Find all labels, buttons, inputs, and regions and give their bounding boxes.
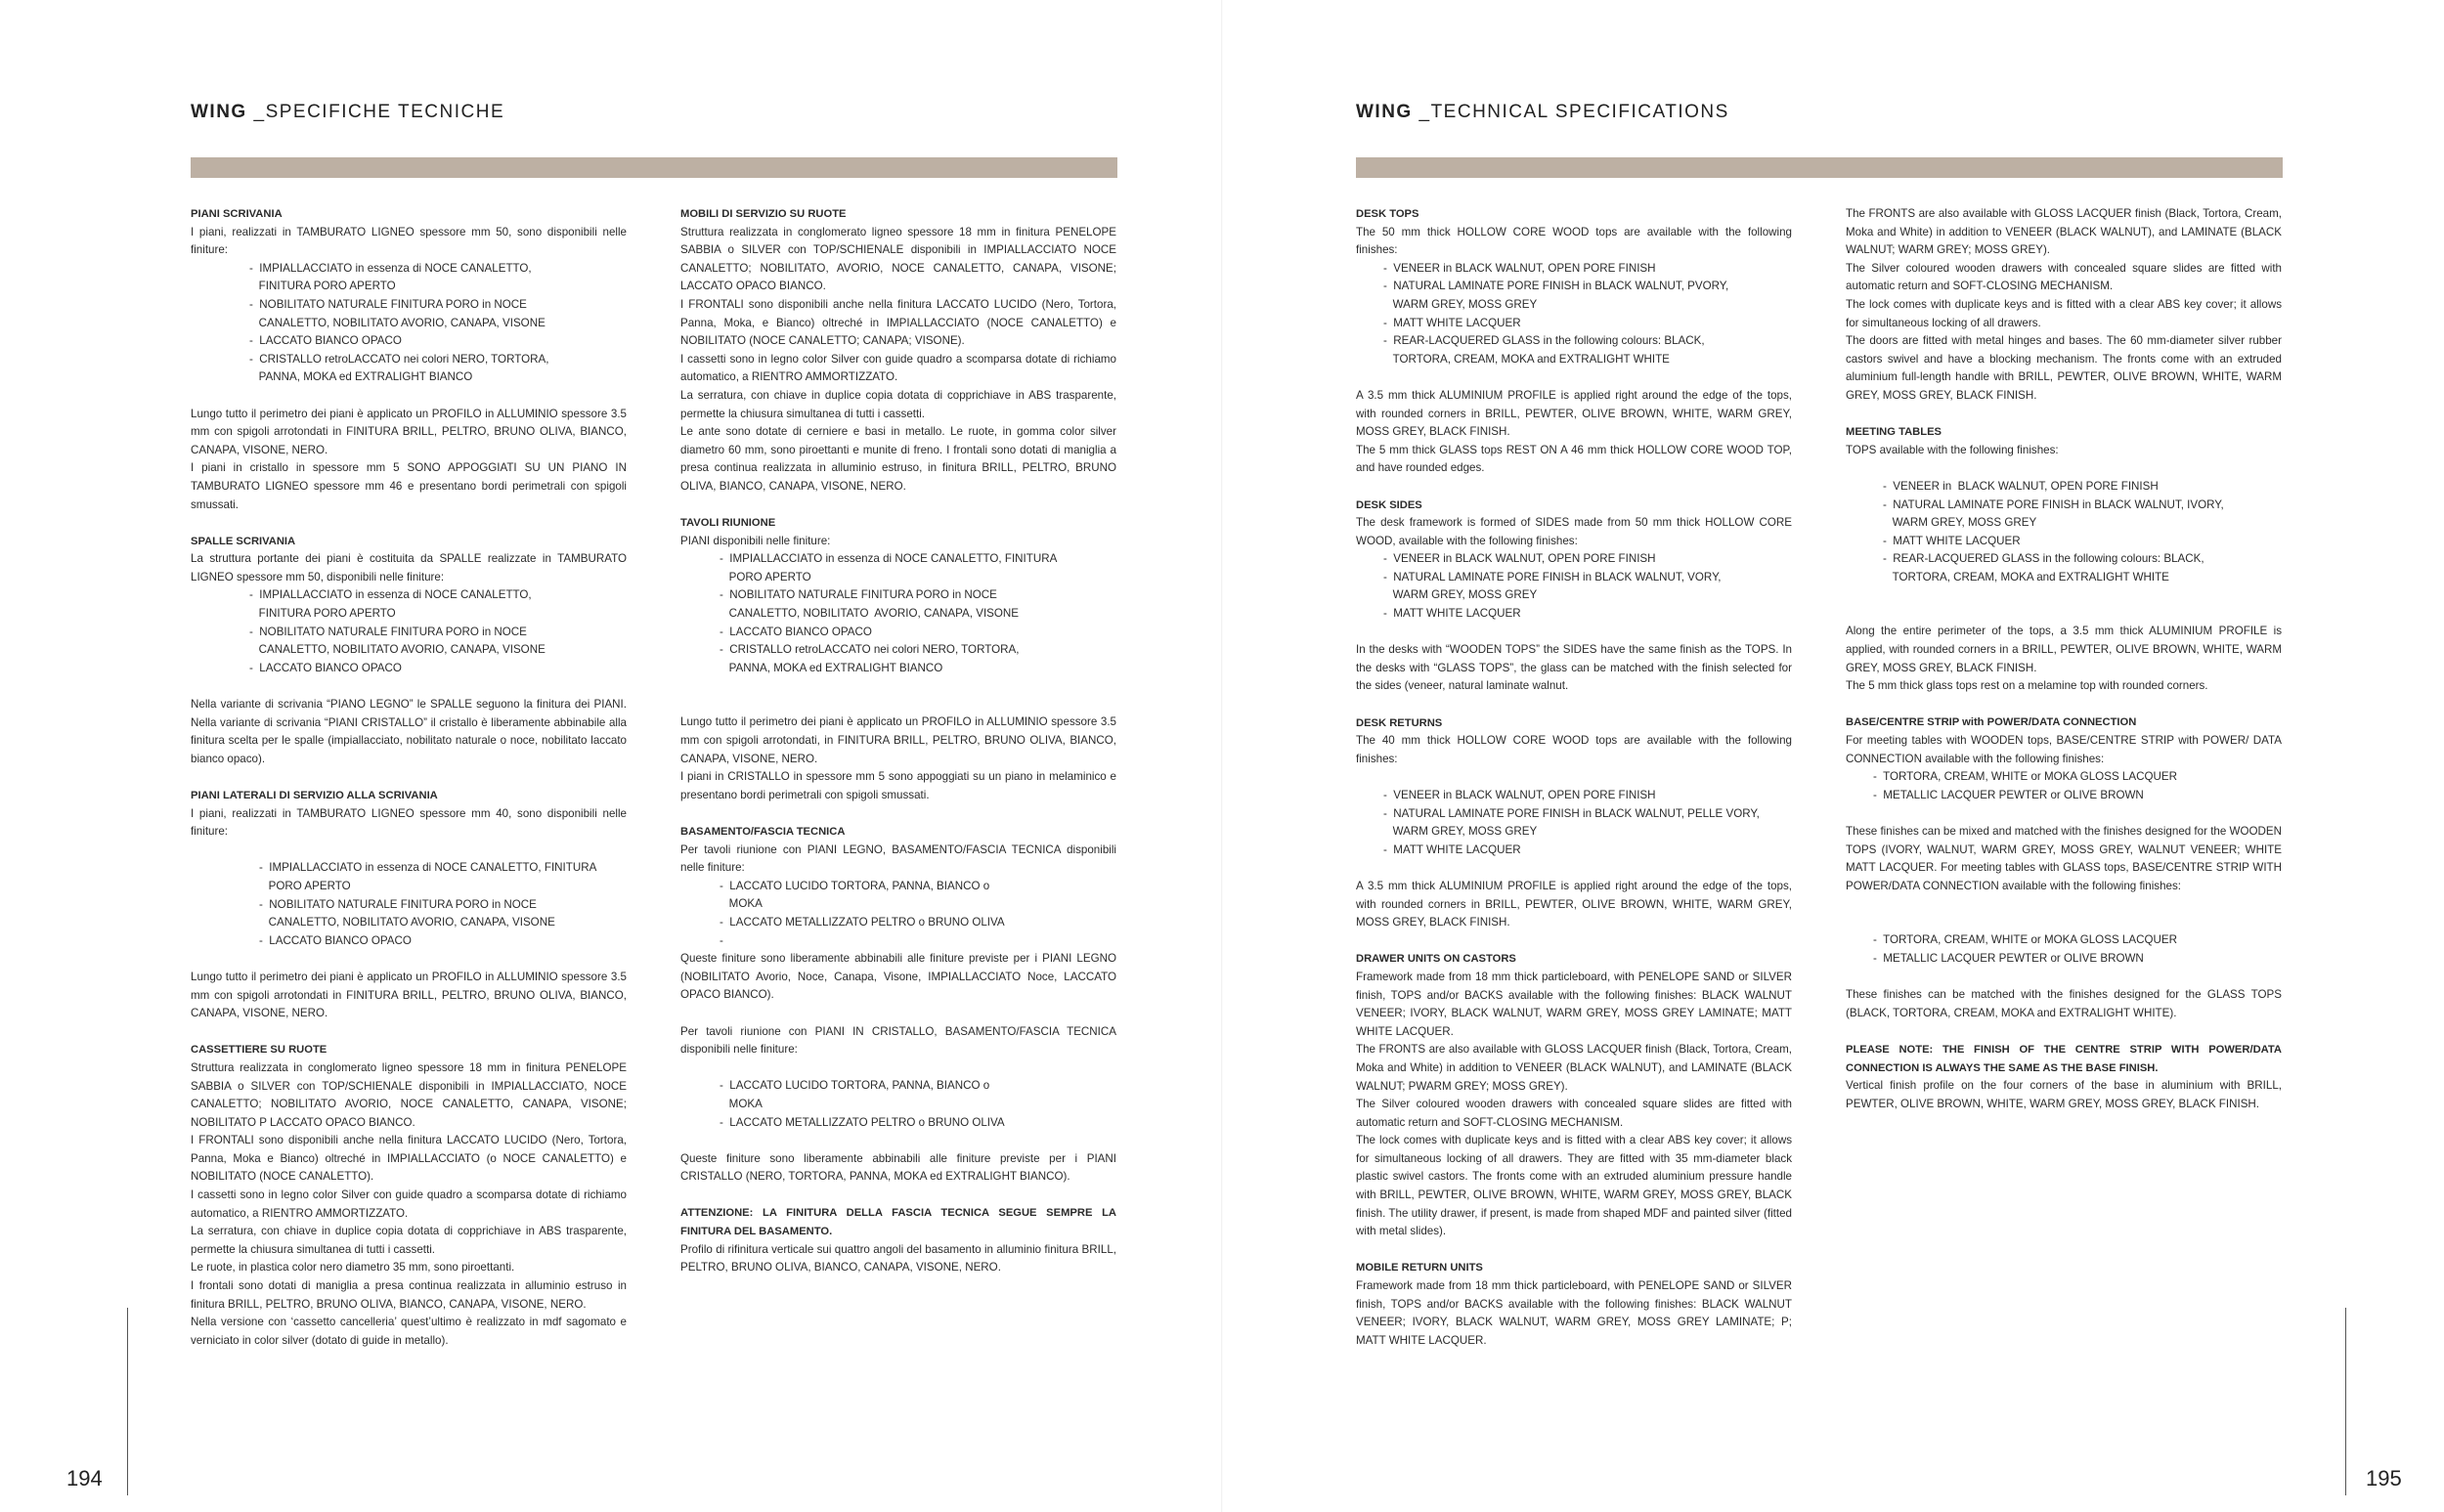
body-paragraph: The desk framework is formed of SIDES made from 50 mm thick HOLLOW CORE WOOD, available with the following finishes: <box>1356 516 1792 547</box>
list-item: - NATURAL LAMINATE PORE FINISH in BLACK WALNUT, PELLE VORY, <box>1383 806 1760 820</box>
section-heading: MOBILE RETURN UNITS <box>1356 1262 1483 1274</box>
body-paragraph: The FRONTS are also available with GLOSS LACQUER finish (Black, Tortora, Cream, Moka and White) in addition to VENEER (BLACK WALNUT), and LAMINATE (BLACK WALNUT; WARM GREY; MOSS GREY). <box>1846 207 2282 257</box>
right-header-band <box>1356 157 2283 178</box>
body-paragraph: I FRONTALI sono disponibili anche nella finitura LACCATO LUCIDO (Nero, Tortora, Panna, Moka e Bianco) oltreché in IMPIALLACCIATO (o NOCE CANALETTO) e NOBILITATO (NOCE CANALETTO). <box>191 1134 627 1184</box>
right-title-brand: WING <box>1356 102 1413 122</box>
list-item: - TORTORA, CREAM, WHITE or MOKA GLOSS LACQUER <box>1873 770 2177 784</box>
body-paragraph: La serratura, con chiave in duplice copia dotata di copprichiave in ABS trasparente, permette la chiusura simultanea di tutti i cassetti. <box>680 388 1116 420</box>
list-item: - CRISTALLO retroLACCATO nei colori NERO, TORTORA, <box>249 352 549 366</box>
body-paragraph: I piani, realizzati in TAMBURATO LIGNEO spessore mm 40, sono disponibili nelle finiture: <box>191 806 627 839</box>
body-paragraph: I FRONTALI sono disponibili anche nella finitura LACCATO LUCIDO (Nero, Tortora, Panna, Moka, e Bianco) oltreché in IMPIALLACCIATO (NOCE CANALETTO) e NOBILITATO (NOCE CANALETTO; CANAPA; VISONE). <box>680 297 1116 348</box>
list-item: FINITURA PORO APERTO <box>249 607 396 621</box>
left-title-brand: WING <box>191 102 247 122</box>
body-paragraph: I piani in CRISTALLO in spessore mm 5 sono appoggiati su un piano in melaminico e presentano bordi perimetrali con spigoli smussati. <box>680 770 1116 801</box>
section-heading: DESK SIDES <box>1356 498 1422 511</box>
list-item: - LACCATO LUCIDO TORTORA, PANNA, BIANCO o <box>720 879 990 892</box>
body-paragraph: These finishes can be mixed and matched with the finishes designed for the WOODEN TOPS (IVORY, WALNUT, WARM GREY, MOSS GREY, WALNUT VENEER; WHITE MATT LACQUER. For meeting tables with GLASS tops, BASE/CENTRE STRIP WITH POWER/DATA CONNECTION available with the following finishes: <box>1846 825 2282 892</box>
list-item: PANNA, MOKA ed EXTRALIGHT BIANCO <box>249 370 473 384</box>
list-item: WARM GREY, MOSS GREY <box>1383 297 1538 311</box>
body-paragraph: A 3.5 mm thick ALUMINIUM PROFILE is applied right around the edge of the tops, with rounded corners in BRILL, PEWTER, OLIVE BROWN, WHITE, WARM GREY, MOSS GREY, BLACK FINISH. <box>1356 879 1792 929</box>
right-page-title <box>1356 102 1729 123</box>
section-heading: DESK TOPS <box>1356 208 1419 220</box>
section-heading: BASAMENTO/FASCIA TECNICA <box>680 826 846 838</box>
spacer <box>191 1023 627 1042</box>
spacer <box>1356 368 1792 387</box>
list-item: CANALETTO, NOBILITATO AVORIO, CANAPA, VISONE <box>259 916 555 929</box>
list-item: CANALETTO, NOBILITATO AVORIO, CANAPA, VISONE <box>720 607 1020 621</box>
spacer <box>1846 586 2282 623</box>
body-paragraph: Per tavoli riunione con PIANI IN CRISTALLO, BASAMENTO/FASCIA TECNICA disponibili nelle finiture: <box>680 1024 1116 1057</box>
body-paragraph: I piani, realizzati in TAMBURATO LIGNEO spessore mm 50, sono disponibili nelle finiture: <box>191 225 627 257</box>
section-heading: PIANI LATERALI DI SERVIZIO ALLA SCRIVANIA <box>191 790 438 801</box>
left-column-1 <box>191 205 627 1350</box>
list-item: WARM GREY, MOSS GREY <box>1383 588 1538 602</box>
list-item: - NATURAL LAMINATE PORE FINISH in BLACK WALNUT, IVORY, <box>1883 497 2224 511</box>
body-paragraph: I cassetti sono in legno color Silver con guide quadro a scomparsa dotate di richiamo automatico, a RIENTRO AMMORTIZZATO. <box>680 352 1116 384</box>
body-paragraph: The 5 mm thick GLASS tops REST ON A 46 mm thick HOLLOW CORE WOOD TOP, and have rounded edges. <box>1356 443 1792 475</box>
right-column-2 <box>1846 205 2282 1113</box>
body-paragraph: Lungo tutto il perimetro dei piani è applicato un PROFILO in ALLUMINIO spessore 3.5 mm con spigoli arrotondati, in FINITURA BRILL, PELTRO, BRUNO OLIVA, BIANCO, CANAPA, VISONE, NERO. <box>680 715 1116 765</box>
spacer <box>1846 969 2282 987</box>
body-paragraph: The Silver coloured wooden drawers with concealed square slides are fitted with automatic return and SOFT-CLOSING MECHANISM. <box>1356 1098 1792 1129</box>
body-paragraph: The lock comes with duplicate keys and is fitted with a clear ABS key cover; it allows for simultaneous locking of all drawers. They are fitted with 35 mm-diameter black plastic swivel castors. The fronts come with an extruded aluminium pressure handle with BRILL, PEWTER, OLIVE BROWN, WHITE, WARM GREY, MOSS GREY, BLACK finish. The utility drawer, if present, is made from shaped MDF and painted silver (fitted with metal slides). <box>1356 1134 1792 1238</box>
body-paragraph: Lungo tutto il perimetro dei piani è applicato un PROFILO in ALLUMINIO spessore 3.5 mm con spigoli arrotondati in FINITURA BRILL, PELTRO, BRUNO OLIVA, BIANCO, CANAPA, VISONE, NERO. <box>191 970 627 1020</box>
body-paragraph: Le ante sono dotate di cerniere e basi in metallo. Le ruote, in gomma color silver diametro 60 mm, sono piroettanti e munite di freno. I frontali sono dotati di maniglia a presa continua realizzata in alluminio estruso, in finitura BRILL, PELTRO, BRUNO OLIVA, BIANCO, CANAPA, VISONE, NERO. <box>680 425 1116 493</box>
spacer <box>680 1132 1116 1150</box>
list-item: PORO APERTO <box>259 879 351 892</box>
spacer <box>1846 696 2282 714</box>
list-item: CANALETTO, NOBILITATO AVORIO, CANAPA, VISONE <box>249 316 546 329</box>
list-item: PORO APERTO <box>720 570 811 583</box>
section-heading: SPALLE SCRIVANIA <box>191 535 296 547</box>
spacer <box>1356 624 1792 642</box>
list-item: - LACCATO BIANCO OPACO <box>249 334 402 348</box>
body-paragraph: For meeting tables with WOODEN tops, BASE/CENTRE STRIP with POWER/ DATA CONNECTION available with the following finishes: <box>1846 734 2282 765</box>
spacer <box>1356 859 1792 878</box>
list-item: - REAR-LACQUERED GLASS in the following colours: BLACK, <box>1383 334 1705 348</box>
list-item: - MATT WHITE LACQUER <box>1383 316 1521 329</box>
body-paragraph: I cassetti sono in legno color Silver con guide quadro a scomparsa dotate di richiamo automatico, a RIENTRO AMMORTIZZATO. <box>191 1188 627 1220</box>
spacer <box>680 804 1116 823</box>
list-item: - LACCATO METALLIZZATO PELTRO o BRUNO OLIVA <box>720 1115 1005 1129</box>
body-paragraph: The FRONTS are also available with GLOSS LACQUER finish (Black, Tortora, Cream, Moka and White) in addition to VENEER (BLACK WALNUT), and LAMINATE (BLACK WALNUT; PWARM GREY; MOSS GREY). <box>1356 1043 1792 1093</box>
body-paragraph: Nella variante di scrivania “PIANO LEGNO” le SPALLE seguono la finitura dei PIANI. Nella variante di scrivania “PIANI CRISTALLO” il cristallo è liberamente abbinabile alla finitura scelta per le spalle (impiallacciato, nobilitato naturale o noce, nobilitato laccato bianco opaco). <box>191 698 627 765</box>
right-title-rest: _TECHNICAL SPECIFICATIONS <box>1412 102 1729 122</box>
spacer <box>191 514 627 533</box>
list-item: FINITURA PORO APERTO <box>249 280 396 293</box>
list-item: - NOBILITATO NATURALE FINITURA PORO in NOCE <box>249 625 527 638</box>
list-item: - VENEER in BLACK WALNUT, OPEN PORE FINISH <box>1383 789 1656 801</box>
spacer <box>1846 459 2282 478</box>
body-paragraph: The 50 mm thick HOLLOW CORE WOOD tops are available with the following finishes: <box>1356 225 1792 257</box>
spacer <box>191 842 627 860</box>
list-item: - TORTORA, CREAM, WHITE or MOKA GLOSS LACQUER <box>1873 933 2177 947</box>
list-item: - LACCATO BIANCO OPACO <box>249 661 402 674</box>
spacer <box>1846 895 2282 931</box>
body-paragraph: Nella versione con ‘cassetto cancelleria’ quest’ultimo è realizzato in mdf sagomato e verniciato in color silver (dotato di guide in metallo). <box>191 1316 627 1347</box>
list-item: - NOBILITATO NATURALE FINITURA PORO in NOCE <box>720 588 997 602</box>
list-item: - VENEER in BLACK WALNUT, OPEN PORE FINISH <box>1383 261 1656 275</box>
section-heading: PLEASE NOTE: THE FINISH OF THE CENTRE STRIP WITH POWER/DATA CONNECTION IS ALWAYS THE SAME AS THE BASE FINISH. <box>1846 1043 2282 1074</box>
spacer <box>680 497 1116 515</box>
list-item: - LACCATO BIANCO OPACO <box>259 933 412 947</box>
list-item: - LACCATO METALLIZZATO PELTRO o BRUNO OLIVA <box>720 915 1005 929</box>
list-item: - NOBILITATO NATURALE FINITURA PORO in NOCE <box>259 897 537 911</box>
list-item: - IMPIALLACCIATO in essenza di NOCE CANALETTO, FINITURA <box>259 861 597 875</box>
body-paragraph: La serratura, con chiave in duplice copia dotata di copprichiave in ABS trasparente, permette la chiusura simultanea di tutti i cassetti. <box>191 1225 627 1256</box>
spacer <box>1846 1022 2282 1041</box>
body-paragraph: Framework made from 18 mm thick particleboard, with PENELOPE SAND or SILVER finish, TOPS and/or BACKS available with the following finishes: BLACK WALNUT VENEER; IVORY, BLACK WALNUT, WARM GREY, MOSS GREY LAMINATE; MATT WHITE LACQUER. <box>1356 970 1792 1038</box>
section-heading: PIANI SCRIVANIA <box>191 208 283 220</box>
body-paragraph: I frontali sono dotati di maniglia a presa continua realizzata in alluminio estruso in finitura BRILL, PELTRO, BRUNO OLIVA, BIANCO, CANAPA, VISONE, NERO. <box>191 1279 627 1311</box>
section-heading: ATTENZIONE: LA FINITURA DELLA FASCIA TECNICA SEGUE SEMPRE LA FINITURA DEL BASAMENTO. <box>680 1207 1116 1238</box>
left-header-band <box>191 157 1117 178</box>
list-item: - CRISTALLO retroLACCATO nei colori NERO, TORTORA, <box>720 643 1020 657</box>
body-paragraph: Struttura realizzata in conglomerato ligneo spessore 18 mm in finitura PENELOPE SABBIA o SILVER con TOP/SCHIENALE disponibili in IMPIALLACCIATO, NOCE CANALETTO; NOBILITATO AVORIO, NOCE CANALETTO, CANAPA, VISONE; NOBILITATO P LACCATO OPACO BIANCO. <box>191 1060 627 1129</box>
list-item: - IMPIALLACCIATO in essenza di NOCE CANALETTO, <box>249 261 532 275</box>
list-item: - NATURAL LAMINATE PORE FINISH in BLACK WALNUT, VORY, <box>1383 570 1722 583</box>
body-paragraph: The doors are fitted with metal hinges and bases. The 60 mm-diameter silver rubber castors swivel and have a blocking mechanism. The fronts come with an extruded aluminium full-length handle with BRILL, PEWTER, OLIVE BROWN, WHITE, WARM GREY, MOSS GREY, BLACK FINISH. <box>1846 334 2282 402</box>
body-paragraph: A 3.5 mm thick ALUMINIUM PROFILE is applied right around the edge of the tops, with rounded corners in BRILL, PEWTER, OLIVE BROWN, WHITE, WARM GREY, MOSS GREY, BLACK FINISH. <box>1356 388 1792 439</box>
spacer <box>191 677 627 696</box>
body-paragraph: Queste finiture sono liberamente abbinabili alle finiture previste per i PIANI LEGNO (NOBILITATO Avorio, Noce, Canapa, Visone, IMPIALLACCIATO Noce, LACCATO OPACO BIANCO). <box>680 952 1116 1002</box>
right-column-1 <box>1356 205 1792 1350</box>
list-item: - LACCATO LUCIDO TORTORA, PANNA, BIANCO o <box>720 1079 990 1093</box>
section-heading: DESK RETURNS <box>1356 716 1443 729</box>
list-item: - REAR-LACQUERED GLASS in the following colours: BLACK, <box>1883 552 2204 566</box>
list-item: CANALETTO, NOBILITATO AVORIO, CANAPA, VISONE <box>249 643 546 657</box>
left-title-rest: _SPECIFICHE TECNICHE <box>246 102 505 122</box>
spacer <box>191 768 627 787</box>
spacer <box>1356 768 1792 787</box>
spacer <box>680 1005 1116 1023</box>
list-item: MOKA <box>720 1097 763 1110</box>
section-heading: DRAWER UNITS ON CASTORS <box>1356 953 1516 966</box>
body-paragraph: Vertical finish profile on the four corners of the base in aluminium with BRILL, PEWTER, OLIVE BROWN, WHITE, WARM GREY, MOSS GREY, BLACK FINISH. <box>1846 1079 2282 1110</box>
body-paragraph: The Silver coloured wooden drawers with concealed square slides are fitted with automatic return and SOFT-CLOSING MECHANISM. <box>1846 261 2282 293</box>
list-item: - VENEER in BLACK WALNUT, OPEN PORE FINISH <box>1383 552 1656 566</box>
spacer <box>1846 406 2282 424</box>
body-paragraph: The 5 mm thick glass tops rest on a melamine top with rounded corners. <box>1846 679 2208 693</box>
spacer <box>191 387 627 406</box>
spacer <box>680 1059 1116 1078</box>
section-heading: CASSETTIERE SU RUOTE <box>191 1044 327 1057</box>
spacer <box>680 677 1116 713</box>
page-gutter <box>1221 0 1223 1512</box>
body-paragraph: Lungo tutto il perimetro dei piani è applicato un PROFILO in ALLUMINIO spessore 3.5 mm con spigoli arrotondati in FINITURA BRILL, PELTRO, BRUNO OLIVA, BIANCO, CANAPA, VISONE, NERO. <box>191 407 627 456</box>
body-paragraph: These finishes can be matched with the finishes designed for the GLASS TOPS (BLACK, TORTORA, CREAM, MOKA and EXTRALIGHT WHITE). <box>1846 988 2282 1019</box>
list-item: - NOBILITATO NATURALE FINITURA PORO in NOCE <box>249 297 527 311</box>
section-heading: MEETING TABLES <box>1846 426 1942 439</box>
left-column-2 <box>680 205 1116 1277</box>
body-paragraph: TOPS available with the following finishes: <box>1846 443 2059 456</box>
spacer <box>1356 478 1792 497</box>
right-page-rule <box>2345 1308 2346 1495</box>
list-item: - IMPIALLACCIATO in essenza di NOCE CANALETTO, FINITURA <box>720 552 1058 566</box>
body-paragraph: Framework made from 18 mm thick particleboard, with PENELOPE SAND or SILVER finish, TOPS and/or BACKS available with the following finishes: BLACK WALNUT VENEER; IVORY, BLACK WALNUT, WARM GREY, MOSS GREY LAMINATE; P; MATT WHITE LACQUER. <box>1356 1279 1792 1347</box>
section-heading: BASE/CENTRE STRIP with POWER/DATA CONNECTION <box>1846 716 2137 729</box>
list-item: - MATT WHITE LACQUER <box>1383 607 1521 621</box>
list-item: - METALLIC LACQUER PEWTER or OLIVE BROWN <box>1873 951 2144 965</box>
list-item: - VENEER in BLACK WALNUT, OPEN PORE FINISH <box>1883 479 2159 493</box>
spacer <box>680 1187 1116 1205</box>
left-page-number: 194 <box>66 1466 103 1490</box>
list-item: TORTORA, CREAM, MOKA and EXTRALIGHT WHITE <box>1883 570 2169 583</box>
list-item: WARM GREY, MOSS GREY <box>1383 825 1538 839</box>
left-page-rule <box>127 1308 128 1495</box>
list-item: WARM GREY, MOSS GREY <box>1883 516 2037 530</box>
spacer <box>1356 696 1792 714</box>
body-paragraph: In the desks with “WOODEN TOPS” the SIDES have the same finish as the TOPS. In the desks with “GLASS TOPS”, the glass can be matched with the finish selected for the sides (veneer, natural laminate walnut. <box>1356 643 1792 693</box>
body-paragraph: La struttura portante dei piani è costituita da SPALLE realizzate in TAMBURATO LIGNEO spessore mm 50, disponibili nelle finiture: <box>191 552 627 583</box>
left-page-title <box>191 102 504 123</box>
body-paragraph: I piani in cristallo in spessore mm 5 SONO APPOGGIATI SU UN PIANO IN TAMBURATO LIGNEO spessore mm 46 e presentano bordi perimetrali con spigoli smussati. <box>191 461 627 511</box>
list-item: - LACCATO BIANCO OPACO <box>720 625 872 638</box>
body-paragraph: Per tavoli riunione con PIANI LEGNO, BASAMENTO/FASCIA TECNICA disponibili nelle finiture: <box>680 842 1116 875</box>
list-item: - <box>720 933 723 947</box>
list-item: - IMPIALLACCIATO in essenza di NOCE CANALETTO, <box>249 588 532 602</box>
list-item: TORTORA, CREAM, MOKA and EXTRALIGHT WHITE <box>1383 352 1670 366</box>
body-paragraph: The 40 mm thick HOLLOW CORE WOOD tops are available with the following finishes: <box>1356 734 1792 765</box>
list-item: - MATT WHITE LACQUER <box>1383 842 1521 856</box>
section-heading: MOBILI DI SERVIZIO SU RUOTE <box>680 208 847 220</box>
body-paragraph: Queste finiture sono liberamente abbinabili alle finiture previste per i PIANI CRISTALLO (NERO, TORTORA, PANNA, MOKA ed EXTRALIGHT BIANCO). <box>680 1151 1116 1184</box>
spacer <box>1356 1241 1792 1260</box>
list-item: - NATURAL LAMINATE PORE FINISH in BLACK WALNUT, PVORY, <box>1383 280 1729 293</box>
body-paragraph: The lock comes with duplicate keys and is fitted with a clear ABS key cover; it allows for simultaneous locking of all drawers. <box>1846 297 2282 329</box>
spacer <box>191 950 627 969</box>
body-paragraph: Profilo di rifinitura verticale sui quattro angoli del basamento in alluminio finitura BRILL, PELTRO, BRUNO OLIVA, BIANCO, CANAPA, VISONE, NERO. <box>680 1242 1116 1274</box>
body-paragraph: PIANI disponibili nelle finiture: <box>680 534 831 547</box>
body-paragraph: Struttura realizzata in conglomerato ligneo spessore 18 mm in finitura PENELOPE SABBIA o SILVER con TOP/SCHIENALE disponibili in IMPIALLACCIATO NOCE CANALETTO; NOBILITATO, AVORIO, NOCE CANALETTO, CANAPA, VISONE; LACCATO OPACO BIANCO. <box>680 225 1116 293</box>
section-heading: TAVOLI RIUNIONE <box>680 517 776 530</box>
list-item: MOKA <box>720 897 763 911</box>
spacer <box>1356 932 1792 951</box>
list-item: - METALLIC LACQUER PEWTER or OLIVE BROWN <box>1873 788 2144 801</box>
right-page-number: 195 <box>2366 1466 2402 1490</box>
list-item: - MATT WHITE LACQUER <box>1883 534 2021 547</box>
body-paragraph: Along the entire perimeter of the tops, a 3.5 mm thick ALUMINIUM PROFILE is applied, with rounded corners in a BRILL, PEWTER, OLIVE BROWN, WHITE, WARM GREY, MOSS GREY, BLACK FINISH. <box>1846 625 2282 674</box>
list-item: PANNA, MOKA ed EXTRALIGHT BIANCO <box>720 661 943 674</box>
body-paragraph: Le ruote, in plastica color nero diametro 35 mm, sono piroettanti. <box>191 1261 515 1274</box>
spacer <box>1846 804 2282 823</box>
